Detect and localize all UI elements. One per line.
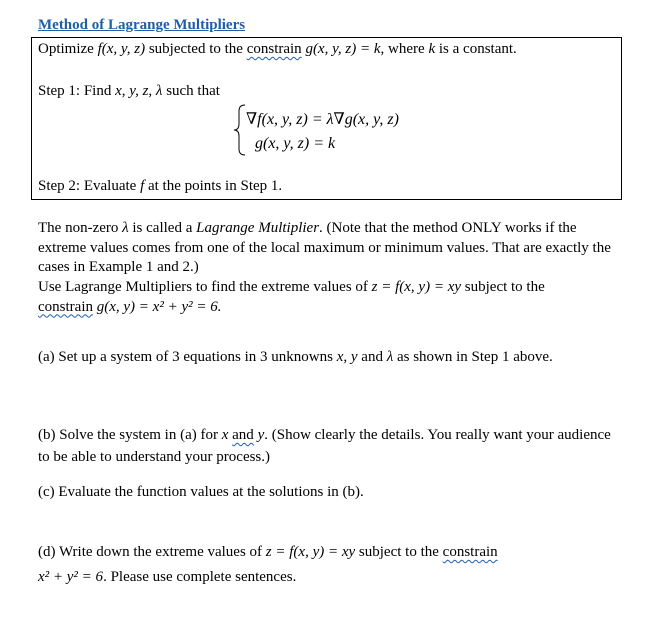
lagrange-multiplier-term: Lagrange Multiplier — [196, 220, 320, 236]
equation-constraint: g(x, y, z) = k — [255, 135, 336, 152]
optimize-mid: subjected to the — [148, 41, 243, 57]
constraint-expression: g(x, y) = x² + y² = 6. — [96, 298, 222, 315]
k-var: k — [428, 41, 436, 57]
question-a: (a) Set up a system of 3 equations in 3 unknowns x, y and λ as shown in Step 1 above. — [38, 349, 553, 365]
objective-expression: z = f(x, y) = xy — [371, 279, 462, 295]
constrain-word: constrain — [246, 41, 302, 57]
optimize-g: g(x, y, z) = k — [305, 41, 381, 57]
paragraph-problem: Use Lagrange Multipliers to find the extreme values of z = f(x, y) = xy subject to the constrain g(x, y) = x² + y² = 6. — [38, 279, 545, 315]
section-title: Method of Lagrange Multipliers — [38, 17, 246, 33]
question-c: (c) Evaluate the function values at the solutions in (b). — [38, 484, 364, 500]
step2-line — [38, 178, 282, 195]
step1-suffix: such that — [166, 83, 220, 99]
equation-gradient: ∇f(x, y, z) = λ∇g(x, y, z) — [246, 111, 399, 128]
optimize-line — [38, 41, 517, 58]
step2-suffix: at the points in Step 1. — [147, 178, 283, 194]
optimize-suffix: , where — [380, 41, 425, 57]
optimize-prefix: Optimize — [38, 41, 94, 57]
step1-line — [38, 83, 220, 100]
step2-prefix: Step 2: Evaluate — [38, 178, 137, 194]
question-b: (b) Solve the system in (a) for x and y. (Show clearly the details. You really want your audience to be able to understand your process.) — [38, 427, 611, 465]
step1-prefix: Step 1: Find — [38, 83, 112, 99]
paragraph-lagrange-note: The non-zero λ is called a Lagrange Multiplier. (Note that the method ONLY works if the extreme values comes from one of the local maximum or minimum values. That are exactly the cases in Example 1 and 2.) — [38, 220, 611, 275]
lambda-symbol: λ — [122, 220, 129, 236]
step2-f: f — [140, 178, 145, 194]
question-d: (d) Write down the extreme values of z = f(x, y) = xy subject to the constrain x² + y² = 6. Please use complete sentences. — [38, 544, 498, 585]
step1-vars: x, y, z, λ — [115, 83, 163, 99]
constrain-word-2: constrain — [38, 298, 93, 315]
optimize-f: f(x, y, z) — [97, 41, 146, 57]
optimize-end: is a constant. — [438, 41, 517, 57]
